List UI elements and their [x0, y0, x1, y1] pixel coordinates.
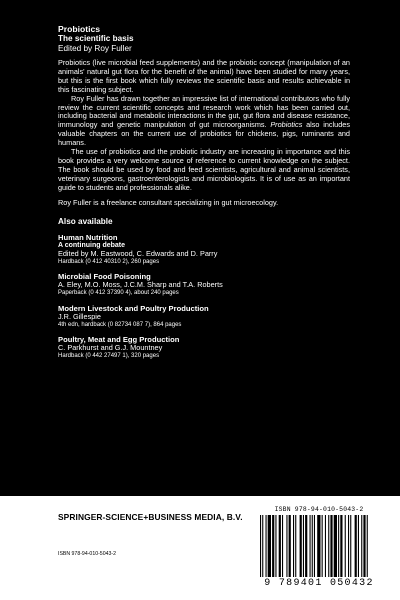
related-book-subtitle: A continuing debate [58, 241, 126, 249]
description-paragraph-2 [58, 95, 350, 148]
related-book-details: Hardback (0 412 40310 2), 260 pages [58, 258, 160, 265]
editor-bio: Roy Fuller is a freelance consultant specializing in gut microecology. [58, 197, 279, 207]
related-book-title: Modern Livestock and Poultry Production [58, 303, 209, 313]
book-title: Probiotics [58, 24, 101, 34]
book-subtitle: The scientific basis [58, 34, 134, 43]
related-book-title: Poultry, Meat and Egg Production [58, 335, 180, 345]
barcode-icon [258, 515, 380, 577]
related-book [58, 233, 350, 267]
isbn-label: ISBN 978-94-010-5043-2 [58, 551, 116, 557]
barcode-digits: 9 789401 050432 [264, 578, 374, 589]
publisher-name: SPRINGER-SCIENCE+BUSINESS MEDIA, B.V. [58, 512, 243, 522]
related-book-authors: C. Parkhurst and G.J. Mountney [58, 343, 163, 353]
related-book-details: Hardback (0 442 27497 1), 320 pages [58, 352, 160, 359]
description-p2-start: Roy Fuller has drawn together an impressive list of international contributors who fully review the current scientific concepts and research work which has been carried out, including bacterial and metabolic interactions in the gut, gut flora and disease resistance, immunology and genetic manipulation of gut microorganisms. [58, 93, 350, 130]
back-cover-content [58, 24, 350, 367]
related-book-details: 4th edn, hardback (0 82734 087 7), 864 pages [58, 321, 182, 328]
barcode-isbn: ISBN 978-94-010-5043-2 [274, 506, 364, 513]
book-editor: Edited by Roy Fuller [58, 44, 132, 53]
description-p2-italic-title: Probiotics [270, 120, 303, 130]
related-book [58, 304, 350, 329]
related-book [58, 272, 350, 297]
related-book [58, 335, 350, 360]
also-available-heading: Also available [58, 216, 113, 226]
related-book-authors: J.R. Gillespie [58, 311, 101, 321]
related-book-title: Human Nutrition [58, 232, 118, 242]
related-book-authors: A. Eley, M.O. Moss, J.C.M. Sharp and T.A. Roberts [58, 280, 223, 290]
description-p2-end: also includes valuable chapters on the current use of probiotics for chickens, pigs, ruminants and humans. [58, 120, 350, 148]
description-paragraph-3: The use of probiotics and the probiotic industry are increasing in importance and this book provides a very welcome source of reference to current knowledge on the subject. The book should be used by food and feed scientists, agricultural and animal scientists, veterinary surgeons, gastroenterologists and microbiologists. It is of use as an important guide to students and professionals alike. [58, 147, 350, 192]
publisher-footer [0, 496, 400, 600]
related-book-title: Microbial Food Poisoning [58, 272, 151, 282]
related-book-details: Paperback (0 412 37390 4), about 240 pages [58, 290, 179, 297]
related-book-authors: Edited by M. Eastwood, C. Edwards and D. Parry [58, 249, 218, 258]
description-paragraph-1: Probiotics (live microbial feed supplements) and the probiotic concept (manipulation of an animals' natural gut flora for the benefit of the animal) have been studied for many years, but this is the first book which fully reviews the scientific basis and results achievable in this fascinating subject. [58, 58, 350, 94]
barcode-block [258, 506, 380, 589]
